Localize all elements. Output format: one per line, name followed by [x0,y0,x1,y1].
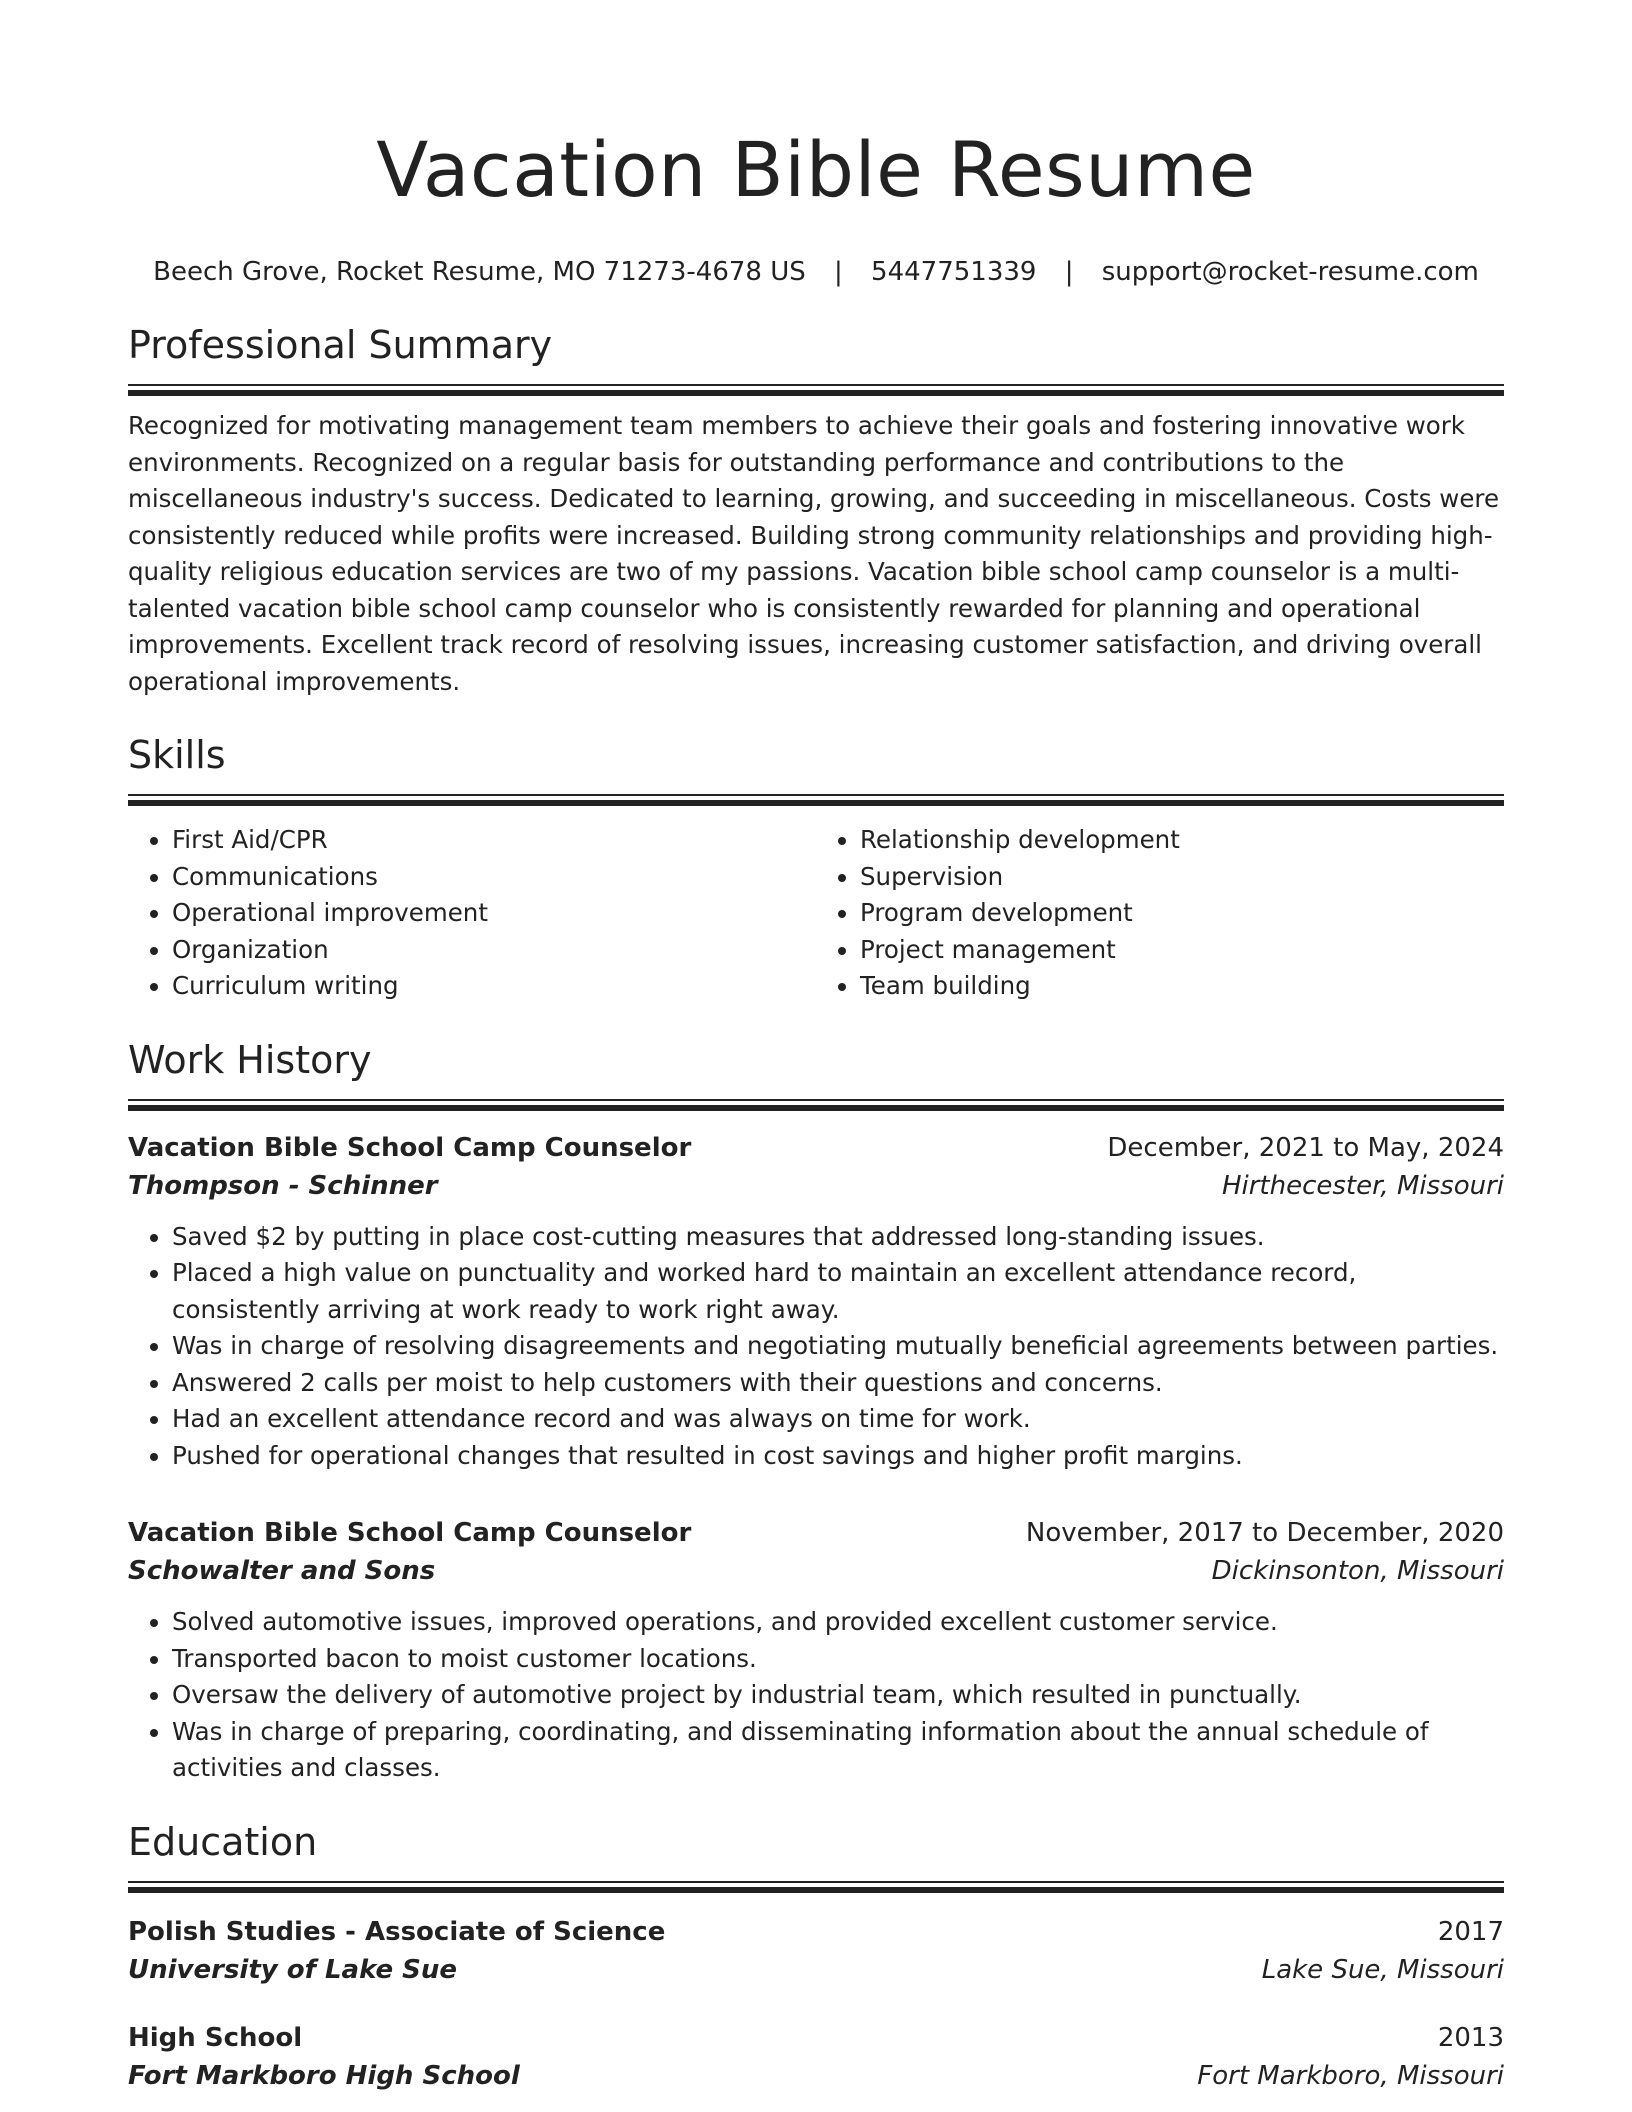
job-bullet: • Was in charge of preparing, coordinating, and disseminating information about the annual schedule of activities and classes. [172,1714,1504,1787]
skill-item: • Project management [860,932,1504,969]
contact-line [128,254,1504,290]
job-bullet: • Transported bacon to moist customer locations. [172,1641,1504,1678]
skills-section [128,730,1504,1005]
section-title-work: Work History [128,1037,372,1082]
job-title: Vacation Bible School Camp Counselor [128,1518,692,1548]
education-entry [128,2019,1504,2095]
skills-columns [128,822,1504,1005]
job-bullet: • Solved automotive issues, improved operations, and provided excellent customer service. [172,1604,1504,1641]
education-degree: High School [128,2022,303,2053]
job-bullet: • Had an excellent attendance record and was always on time for work. [172,1401,1504,1438]
education-header [128,1913,1504,1951]
skill-item: • Curriculum writing [172,968,816,1005]
contact-separator: | [834,257,843,287]
skills-list-right [816,822,1504,1005]
education-subheader [128,2057,1504,2095]
skill-item: • Organization [172,932,816,969]
job-entry [128,1129,1504,1475]
skill-item: • First Aid/CPR [172,822,816,859]
section-title-summary: Professional Summary [128,323,553,367]
section-divider [128,1099,1504,1111]
skill-item: • Team building [860,968,1504,1005]
job-bullet: • Saved $2 by putting in place cost-cutting measures that addressed long-standing issues. [172,1219,1504,1256]
section-divider [128,1881,1504,1893]
summary-text: Recognized for motivating management team members to achieve their goals and fostering innovative work environments. Recognized on a regular basis for outstanding performance and contributions to the miscellaneous industry's success. Dedicated to learning, growing, and succeeding in miscellaneous. Costs were consistently reduced while profits were increased. Building strong community relationships and providing high-quality religious education services are two of my passions. Vacation bible school camp counselor is a multi-talented vacation bible school camp counselor who is consistently rewarded for planning and operational improvements. Excellent track record of resolving issues, increasing customer satisfaction, and driving overall operational improvements. [128,411,1500,696]
job-location: Dickinsonton, Missouri [1211,1556,1504,1586]
section-divider [128,794,1504,806]
skill-item: • Operational improvement [172,895,816,932]
education-entry [128,1913,1504,1989]
education-year: 2017 [1437,1916,1504,1947]
job-bullets [128,1604,1504,1787]
resume-name: Vacation Bible Resume [376,125,1256,214]
skills-list-left [128,822,816,1005]
job-location: Hirthecester, Missouri [1221,1170,1504,1201]
job-bullet: • Pushed for operational changes that resulted in cost savings and higher profit margins. [172,1438,1504,1475]
job-dates: December, 2021 to May, 2024 [1107,1132,1504,1163]
skill-item: • Relationship development [860,822,1504,859]
section-title-skills: Skills [128,733,226,777]
education-year: 2013 [1437,2022,1504,2053]
education-degree: Polish Studies - Associate of Science [128,1916,666,1947]
job-bullet: • Was in charge of resolving disagreements and negotiating mutually beneficial agreements between parties. [172,1328,1504,1365]
job-company: Schowalter and Sons [128,1556,436,1586]
skill-item: • Program development [860,895,1504,932]
skill-item: • Supervision [860,859,1504,896]
job-header [128,1514,1504,1552]
education-location: Fort Markboro, Missouri [1197,2060,1504,2091]
education-header [128,2019,1504,2057]
contact-email: support@rocket-resume.com [1101,257,1479,287]
job-company: Thompson - Schinner [128,1170,438,1201]
job-entry [128,1514,1504,1787]
job-dates: November, 2017 to December, 2020 [1025,1518,1504,1548]
education-location: Lake Sue, Missouri [1261,1954,1504,1985]
contact-address: Beech Grove, Rocket Resume, MO 71273-4678 US [153,257,806,287]
education-school: Fort Markboro High School [128,2060,520,2091]
job-bullets [128,1219,1504,1475]
job-title: Vacation Bible School Camp Counselor [128,1132,692,1163]
contact-phone: 5447751339 [871,257,1037,287]
job-subheader [128,1167,1504,1205]
education-section [128,1817,1504,2095]
section-divider [128,384,1504,396]
job-header [128,1129,1504,1167]
job-bullet: • Oversaw the delivery of automotive project by industrial team, which resulted in punctually. [172,1677,1504,1714]
education-subheader [128,1951,1504,1989]
education-school: University of Lake Sue [128,1954,458,1985]
job-bullet: • Answered 2 calls per moist to help customers with their questions and concerns. [172,1365,1504,1402]
job-subheader [128,1552,1504,1590]
job-bullet: • Placed a high value on punctuality and worked hard to maintain an excellent attendance record, consistently arriving at work ready to work right away. [172,1255,1504,1328]
contact-separator: | [1064,257,1074,287]
section-title-education: Education [128,1819,318,1864]
skill-item: • Communications [172,859,816,896]
work-history-section [128,1035,1504,1787]
summary-section [128,320,1504,700]
